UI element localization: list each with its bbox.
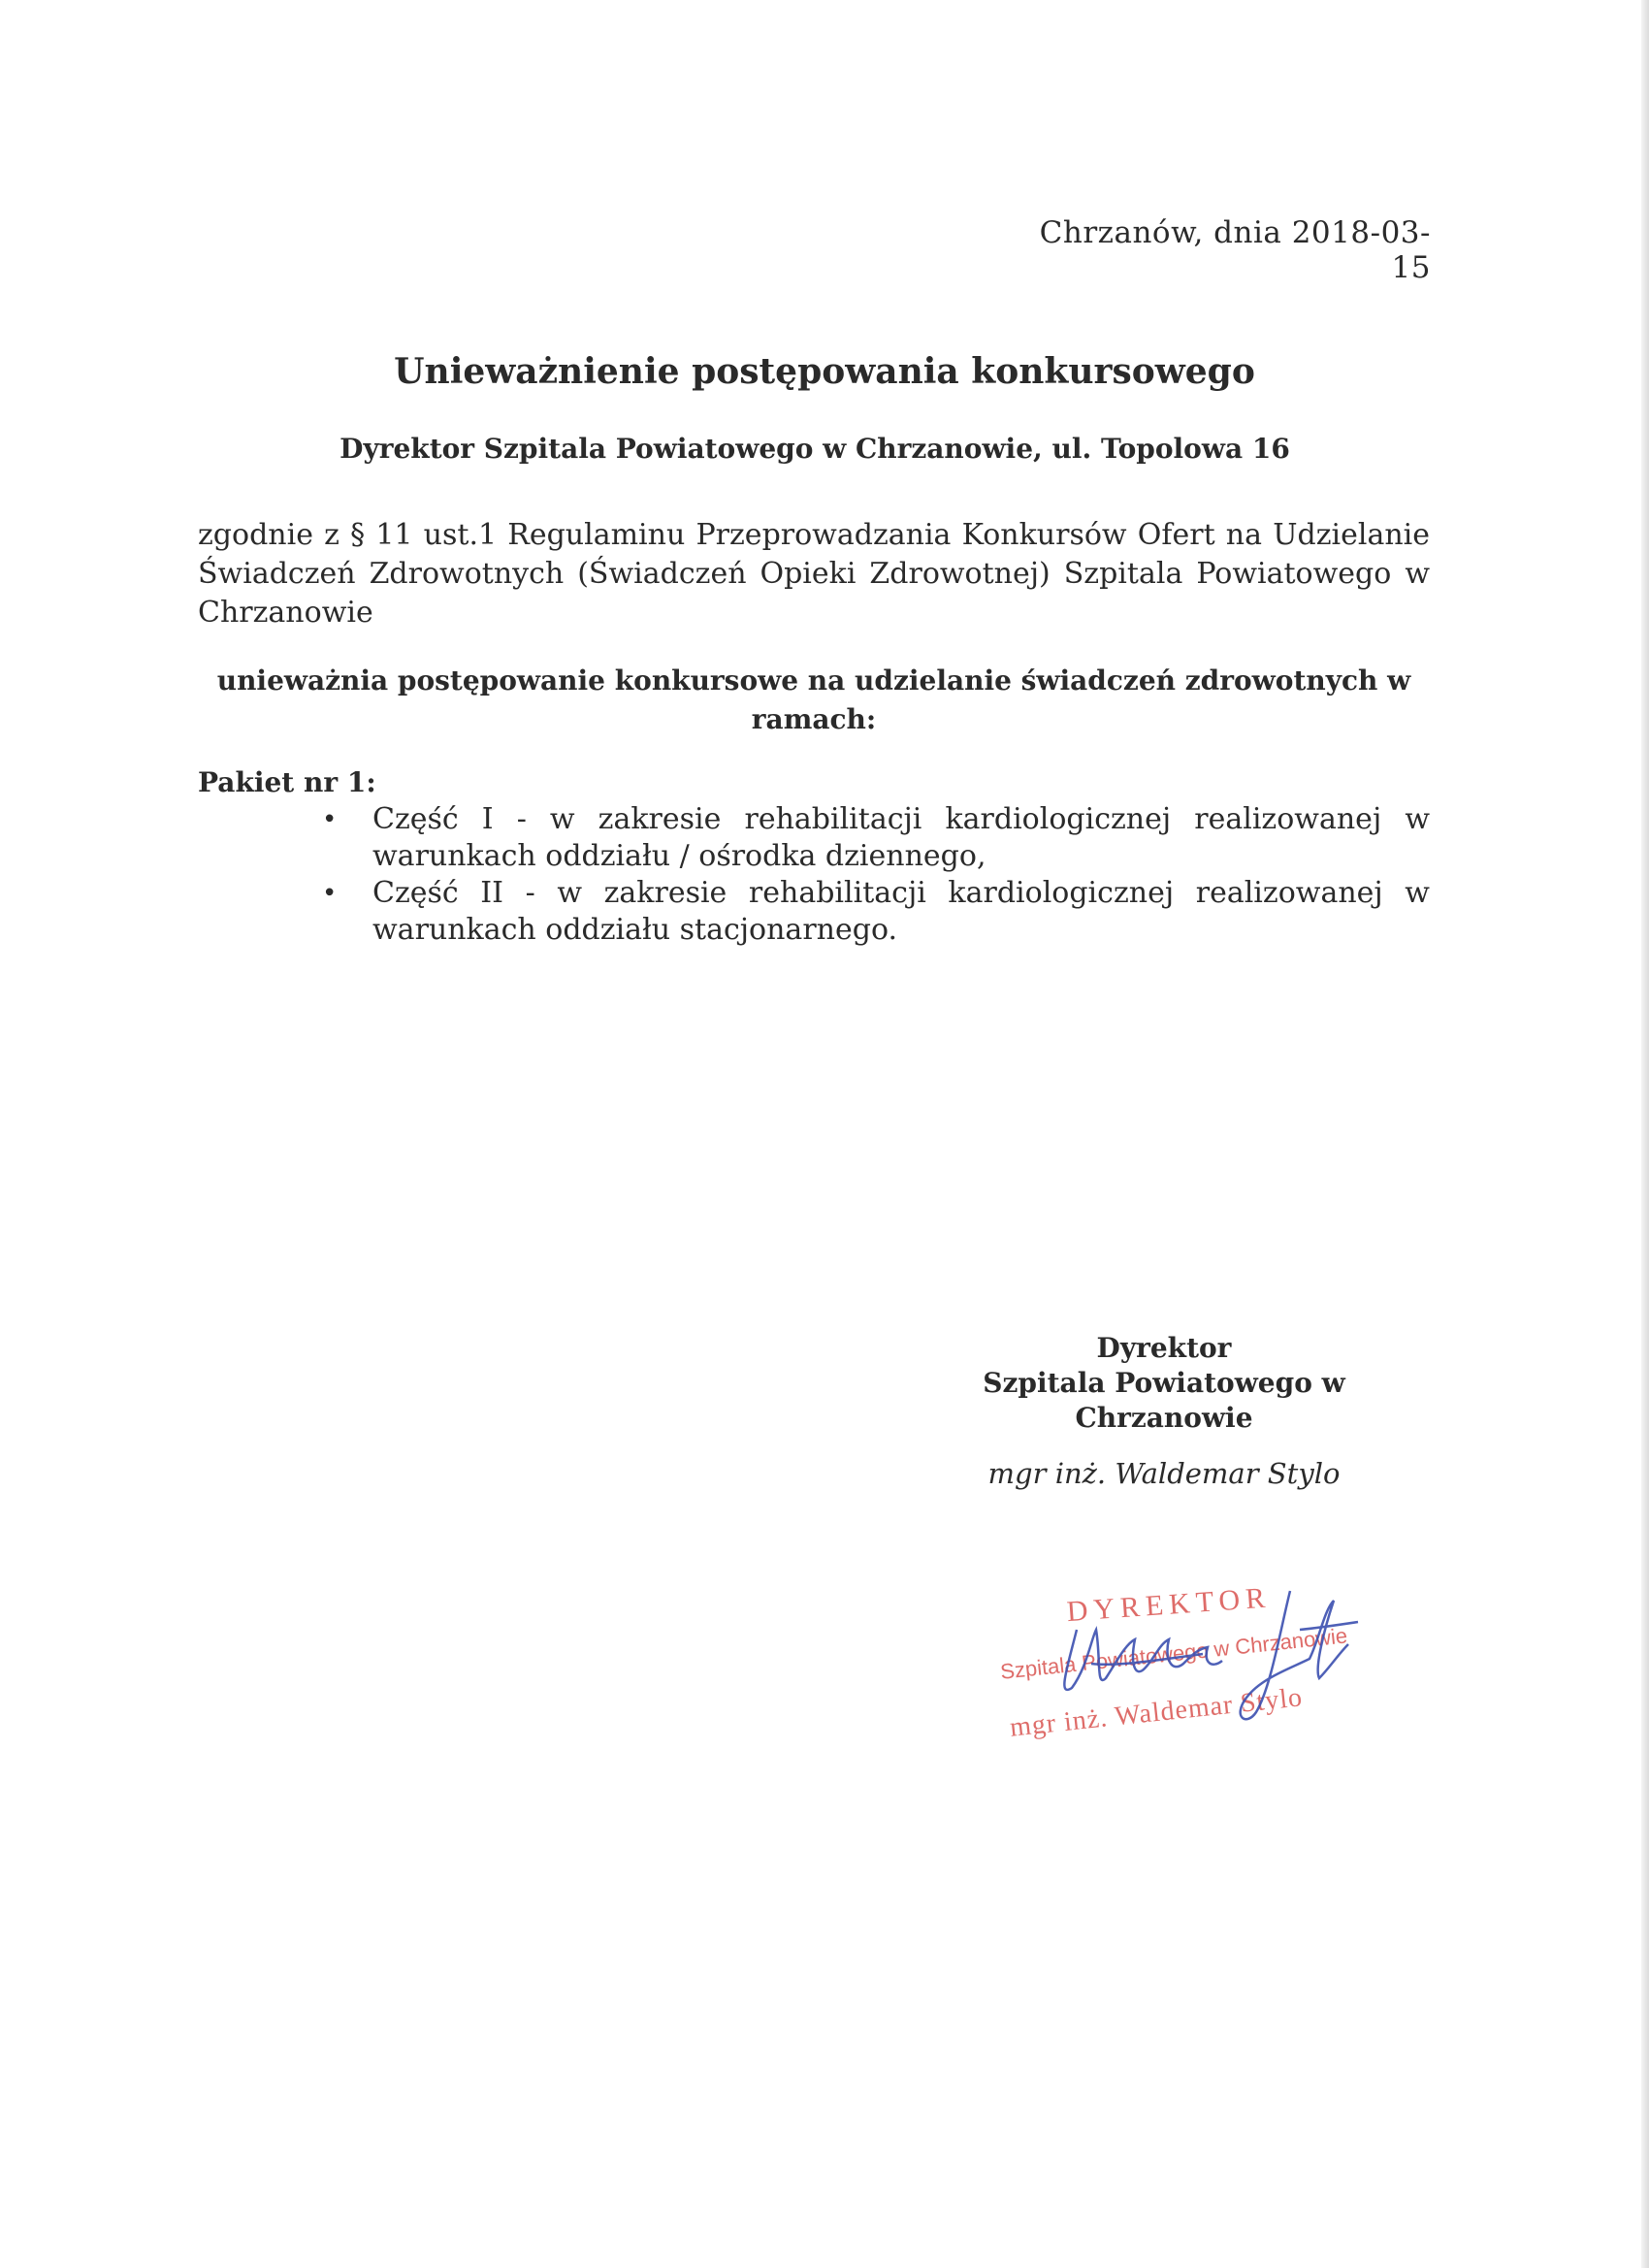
parts-list: [322, 801, 1430, 949]
legal-basis-paragraph: zgodnie z § 11 ust.1 Regulaminu Przeprowadzania Konkursów Ofert na Udzielanie Świadczeń Zdrowotnych (Świadczeń Opieki Zdrowotnej) Szpitala Powiatowego w Chrzanowie: [198, 518, 1430, 630]
signature-role-line: Dyrektor: [1096, 1332, 1232, 1364]
stamp-line1: DYREKTOR: [1065, 1581, 1273, 1629]
signature-name: mgr inż. Waldemar Stylo: [987, 1457, 1341, 1490]
stamp-svg: [999, 1571, 1387, 1746]
date-line: Chrzanów, dnia 2018-03-15: [1039, 215, 1431, 285]
signature-role-line: Szpitala Powiatowego w: [983, 1367, 1345, 1399]
decision-paragraph: unieważnia postępowanie konkursowe na udzielanie świadczeń zdrowotnych w ramach:: [216, 664, 1411, 735]
signature-block: [912, 1331, 1416, 1490]
stamp-line2: Szpitala Powiatowego w Chrzanowie: [999, 1623, 1349, 1684]
bullet-icon: •: [322, 805, 338, 834]
bullet-icon: •: [322, 879, 338, 908]
document-subtitle: Dyrektor Szpitala Powiatowego w Chrzanowie, ul. Topolowa 16: [340, 433, 1290, 465]
official-stamp: [999, 1571, 1387, 1746]
part-text: Część II - w zakresie rehabilitacji kardiologicznej realizowanej w warunkach oddziału stacjonarnego.: [372, 876, 1430, 947]
signature-role: [912, 1331, 1416, 1436]
document-title: Unieważnienie postępowania konkursowego: [394, 351, 1255, 392]
list-item: [322, 875, 1430, 949]
package-label: Pakiet nr 1:: [198, 766, 376, 798]
signature-role-line: Chrzanowie: [1075, 1402, 1253, 1434]
page-edge: [1641, 0, 1649, 2268]
stamp-line3: mgr inż. Waldemar Stylo: [1008, 1682, 1305, 1743]
list-item: [322, 801, 1430, 875]
part-text: Część I - w zakresie rehabilitacji kardiologicznej realizowanej w warunkach oddziału / ośrodka dziennego,: [372, 802, 1430, 873]
